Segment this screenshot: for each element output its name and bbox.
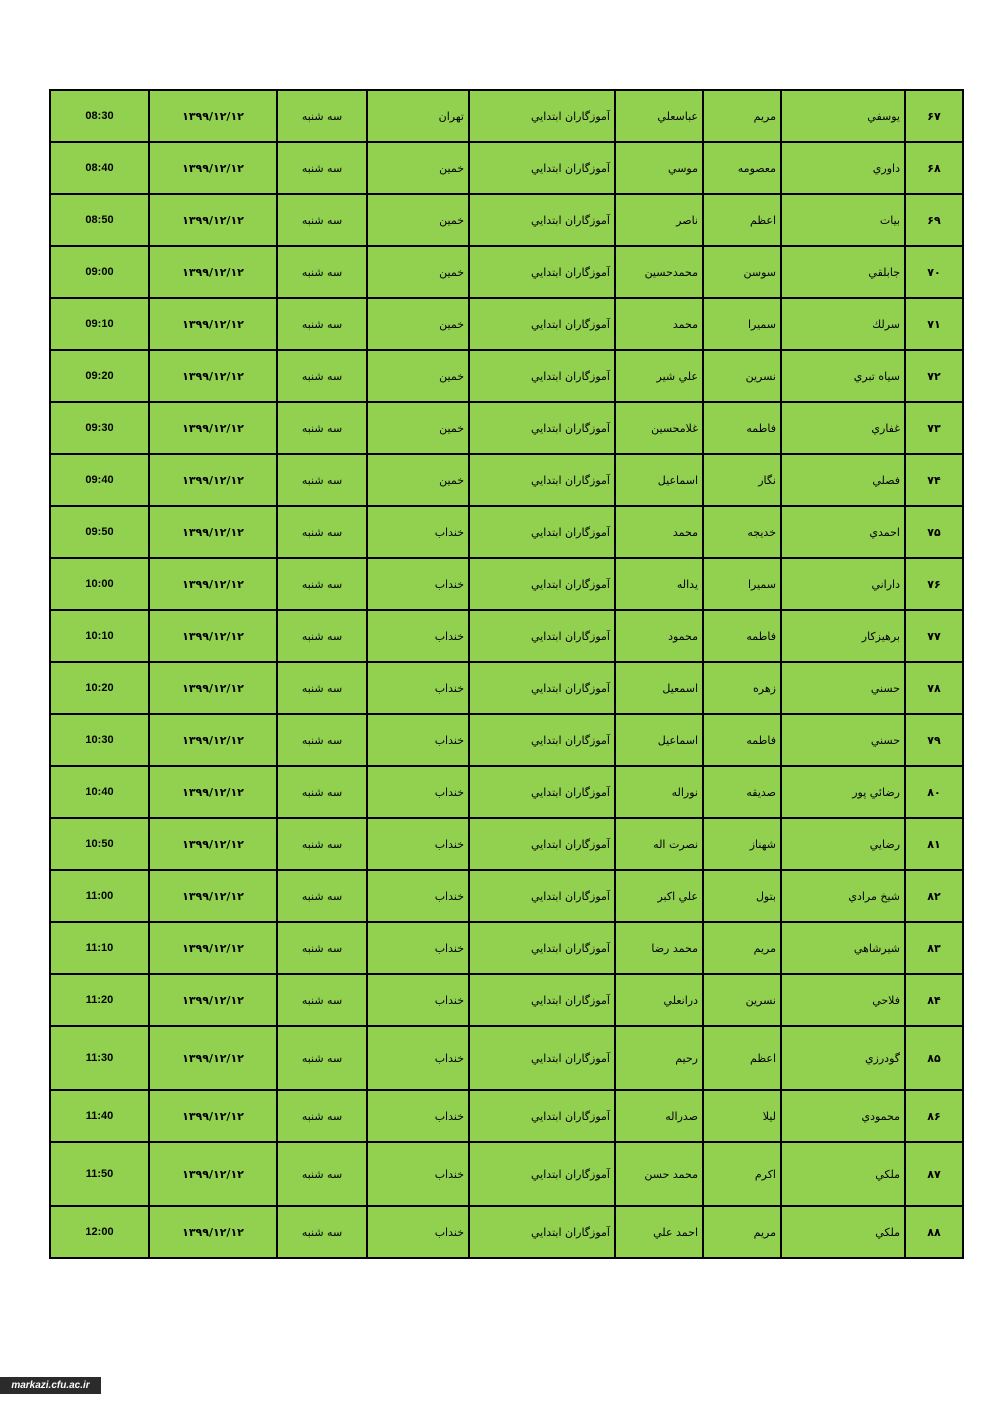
row-number-cell: ۸۲ bbox=[905, 870, 963, 922]
exam-day-cell: سه شنبه bbox=[277, 662, 367, 714]
location-cell: خمين bbox=[367, 142, 469, 194]
exam-day-cell: سه شنبه bbox=[277, 818, 367, 870]
exam-date-cell: ۱۳۹۹/۱۲/۱۲ bbox=[149, 402, 277, 454]
exam-time-cell: 09:00 bbox=[50, 246, 149, 298]
exam-day-cell: سه شنبه bbox=[277, 766, 367, 818]
table-row bbox=[50, 870, 963, 922]
exam-date-cell: ۱۳۹۹/۱۲/۱۲ bbox=[149, 558, 277, 610]
table-row bbox=[50, 974, 963, 1026]
location-cell: خمين bbox=[367, 246, 469, 298]
first-name-cell: سميرا bbox=[703, 558, 781, 610]
first-name-cell: ليلا bbox=[703, 1090, 781, 1142]
field-of-study-cell: آموزگاران ابتدايي bbox=[469, 246, 615, 298]
father-name-cell: اسماعيل bbox=[615, 454, 703, 506]
row-number-cell: ۸۶ bbox=[905, 1090, 963, 1142]
exam-date-cell: ۱۳۹۹/۱۲/۱۲ bbox=[149, 610, 277, 662]
last-name-cell: رضايي bbox=[781, 818, 905, 870]
row-number-cell: ۶۹ bbox=[905, 194, 963, 246]
first-name-cell: صديقه bbox=[703, 766, 781, 818]
exam-day-cell: سه شنبه bbox=[277, 402, 367, 454]
row-number-cell: ۸۷ bbox=[905, 1142, 963, 1206]
last-name-cell: حسني bbox=[781, 714, 905, 766]
exam-time-cell: 11:00 bbox=[50, 870, 149, 922]
field-of-study-cell: آموزگاران ابتدايي bbox=[469, 558, 615, 610]
exam-time-cell: 10:00 bbox=[50, 558, 149, 610]
father-name-cell: احمد علي bbox=[615, 1206, 703, 1258]
last-name-cell: بيات bbox=[781, 194, 905, 246]
father-name-cell: درانعلي bbox=[615, 974, 703, 1026]
exam-day-cell: سه شنبه bbox=[277, 506, 367, 558]
exam-day-cell: سه شنبه bbox=[277, 558, 367, 610]
table-row bbox=[50, 350, 963, 402]
exam-time-cell: 09:10 bbox=[50, 298, 149, 350]
field-of-study-cell: آموزگاران ابتدايي bbox=[469, 350, 615, 402]
table-row bbox=[50, 1026, 963, 1090]
first-name-cell: معصومه bbox=[703, 142, 781, 194]
location-cell: خنداب bbox=[367, 714, 469, 766]
field-of-study-cell: آموزگاران ابتدايي bbox=[469, 1026, 615, 1090]
first-name-cell: شهناز bbox=[703, 818, 781, 870]
row-number-cell: ۸۴ bbox=[905, 974, 963, 1026]
father-name-cell: محمد حسن bbox=[615, 1142, 703, 1206]
first-name-cell: مريم bbox=[703, 90, 781, 142]
exam-date-cell: ۱۳۹۹/۱۲/۱۲ bbox=[149, 818, 277, 870]
field-of-study-cell: آموزگاران ابتدايي bbox=[469, 662, 615, 714]
location-cell: خمين bbox=[367, 298, 469, 350]
exam-day-cell: سه شنبه bbox=[277, 974, 367, 1026]
field-of-study-cell: آموزگاران ابتدايي bbox=[469, 1142, 615, 1206]
last-name-cell: رضائي پور bbox=[781, 766, 905, 818]
field-of-study-cell: آموزگاران ابتدايي bbox=[469, 142, 615, 194]
row-number-cell: ۸۳ bbox=[905, 922, 963, 974]
table-row bbox=[50, 714, 963, 766]
first-name-cell: نسرين bbox=[703, 350, 781, 402]
exam-time-cell: 11:40 bbox=[50, 1090, 149, 1142]
exam-day-cell: سه شنبه bbox=[277, 142, 367, 194]
last-name-cell: برهيزكار bbox=[781, 610, 905, 662]
first-name-cell: فاطمه bbox=[703, 402, 781, 454]
exam-date-cell: ۱۳۹۹/۱۲/۱۲ bbox=[149, 506, 277, 558]
last-name-cell: سرلك bbox=[781, 298, 905, 350]
father-name-cell: صدراله bbox=[615, 1090, 703, 1142]
last-name-cell: جابلقي bbox=[781, 246, 905, 298]
exam-day-cell: سه شنبه bbox=[277, 610, 367, 662]
exam-date-cell: ۱۳۹۹/۱۲/۱۲ bbox=[149, 766, 277, 818]
row-number-cell: ۷۶ bbox=[905, 558, 963, 610]
last-name-cell: سياه تبري bbox=[781, 350, 905, 402]
location-cell: خمين bbox=[367, 194, 469, 246]
exam-date-cell: ۱۳۹۹/۱۲/۱۲ bbox=[149, 350, 277, 402]
location-cell: خنداب bbox=[367, 1206, 469, 1258]
last-name-cell: محمودي bbox=[781, 1090, 905, 1142]
location-cell: خنداب bbox=[367, 662, 469, 714]
field-of-study-cell: آموزگاران ابتدايي bbox=[469, 1206, 615, 1258]
table-row bbox=[50, 1142, 963, 1206]
table-row bbox=[50, 194, 963, 246]
father-name-cell: محمود bbox=[615, 610, 703, 662]
exam-date-cell: ۱۳۹۹/۱۲/۱۲ bbox=[149, 1206, 277, 1258]
first-name-cell: اعظم bbox=[703, 1026, 781, 1090]
exam-day-cell: سه شنبه bbox=[277, 1206, 367, 1258]
schedule-table bbox=[49, 89, 964, 1259]
first-name-cell: اعظم bbox=[703, 194, 781, 246]
exam-day-cell: سه شنبه bbox=[277, 194, 367, 246]
first-name-cell: فاطمه bbox=[703, 714, 781, 766]
table-row bbox=[50, 246, 963, 298]
row-number-cell: ۷۳ bbox=[905, 402, 963, 454]
first-name-cell: مريم bbox=[703, 1206, 781, 1258]
exam-time-cell: 10:40 bbox=[50, 766, 149, 818]
field-of-study-cell: آموزگاران ابتدايي bbox=[469, 454, 615, 506]
exam-day-cell: سه شنبه bbox=[277, 1026, 367, 1090]
location-cell: تهران bbox=[367, 90, 469, 142]
field-of-study-cell: آموزگاران ابتدايي bbox=[469, 870, 615, 922]
table-row bbox=[50, 142, 963, 194]
exam-day-cell: سه شنبه bbox=[277, 1142, 367, 1206]
father-name-cell: غلامحسين bbox=[615, 402, 703, 454]
exam-time-cell: 08:50 bbox=[50, 194, 149, 246]
exam-time-cell: 11:20 bbox=[50, 974, 149, 1026]
first-name-cell: مريم bbox=[703, 922, 781, 974]
exam-date-cell: ۱۳۹۹/۱۲/۱۲ bbox=[149, 1026, 277, 1090]
field-of-study-cell: آموزگاران ابتدايي bbox=[469, 506, 615, 558]
exam-date-cell: ۱۳۹۹/۱۲/۱۲ bbox=[149, 922, 277, 974]
father-name-cell: اسمعيل bbox=[615, 662, 703, 714]
father-name-cell: محمدحسين bbox=[615, 246, 703, 298]
location-cell: خنداب bbox=[367, 818, 469, 870]
father-name-cell: رحيم bbox=[615, 1026, 703, 1090]
father-name-cell: نوراله bbox=[615, 766, 703, 818]
father-name-cell: يداله bbox=[615, 558, 703, 610]
exam-date-cell: ۱۳۹۹/۱۲/۱۲ bbox=[149, 298, 277, 350]
exam-date-cell: ۱۳۹۹/۱۲/۱۲ bbox=[149, 662, 277, 714]
table-row bbox=[50, 818, 963, 870]
exam-date-cell: ۱۳۹۹/۱۲/۱۲ bbox=[149, 974, 277, 1026]
last-name-cell: يوسفي bbox=[781, 90, 905, 142]
table-row bbox=[50, 610, 963, 662]
location-cell: خنداب bbox=[367, 766, 469, 818]
row-number-cell: ۷۲ bbox=[905, 350, 963, 402]
first-name-cell: نسرين bbox=[703, 974, 781, 1026]
location-cell: خنداب bbox=[367, 870, 469, 922]
exam-time-cell: 10:30 bbox=[50, 714, 149, 766]
location-cell: خنداب bbox=[367, 974, 469, 1026]
exam-date-cell: ۱۳۹۹/۱۲/۱۲ bbox=[149, 246, 277, 298]
exam-time-cell: 08:40 bbox=[50, 142, 149, 194]
row-number-cell: ۶۷ bbox=[905, 90, 963, 142]
field-of-study-cell: آموزگاران ابتدايي bbox=[469, 194, 615, 246]
field-of-study-cell: آموزگاران ابتدايي bbox=[469, 714, 615, 766]
father-name-cell: اسماعيل bbox=[615, 714, 703, 766]
location-cell: خنداب bbox=[367, 506, 469, 558]
last-name-cell: فصلي bbox=[781, 454, 905, 506]
field-of-study-cell: آموزگاران ابتدايي bbox=[469, 922, 615, 974]
exam-time-cell: 12:00 bbox=[50, 1206, 149, 1258]
field-of-study-cell: آموزگاران ابتدايي bbox=[469, 402, 615, 454]
exam-time-cell: 11:50 bbox=[50, 1142, 149, 1206]
row-number-cell: ۷۹ bbox=[905, 714, 963, 766]
last-name-cell: گودرزي bbox=[781, 1026, 905, 1090]
exam-date-cell: ۱۳۹۹/۱۲/۱۲ bbox=[149, 1142, 277, 1206]
last-name-cell: ملكي bbox=[781, 1206, 905, 1258]
father-name-cell: موسي bbox=[615, 142, 703, 194]
exam-time-cell: 10:20 bbox=[50, 662, 149, 714]
table-row bbox=[50, 662, 963, 714]
exam-time-cell: 09:40 bbox=[50, 454, 149, 506]
exam-date-cell: ۱۳۹۹/۱۲/۱۲ bbox=[149, 454, 277, 506]
last-name-cell: احمدي bbox=[781, 506, 905, 558]
first-name-cell: سوسن bbox=[703, 246, 781, 298]
exam-date-cell: ۱۳۹۹/۱۲/۱۲ bbox=[149, 714, 277, 766]
row-number-cell: ۸۵ bbox=[905, 1026, 963, 1090]
table-row bbox=[50, 558, 963, 610]
field-of-study-cell: آموزگاران ابتدايي bbox=[469, 298, 615, 350]
exam-day-cell: سه شنبه bbox=[277, 922, 367, 974]
location-cell: خنداب bbox=[367, 1090, 469, 1142]
location-cell: خنداب bbox=[367, 1142, 469, 1206]
table-row bbox=[50, 454, 963, 506]
exam-date-cell: ۱۳۹۹/۱۲/۱۲ bbox=[149, 870, 277, 922]
father-name-cell: عباسعلي bbox=[615, 90, 703, 142]
row-number-cell: ۸۰ bbox=[905, 766, 963, 818]
row-number-cell: ۷۸ bbox=[905, 662, 963, 714]
row-number-cell: ۷۱ bbox=[905, 298, 963, 350]
field-of-study-cell: آموزگاران ابتدايي bbox=[469, 766, 615, 818]
exam-time-cell: 11:30 bbox=[50, 1026, 149, 1090]
exam-day-cell: سه شنبه bbox=[277, 714, 367, 766]
father-name-cell: محمد bbox=[615, 506, 703, 558]
father-name-cell: محمد رضا bbox=[615, 922, 703, 974]
row-number-cell: ۷۴ bbox=[905, 454, 963, 506]
exam-day-cell: سه شنبه bbox=[277, 870, 367, 922]
exam-time-cell: 09:50 bbox=[50, 506, 149, 558]
last-name-cell: داوري bbox=[781, 142, 905, 194]
last-name-cell: شيخ مرادي bbox=[781, 870, 905, 922]
location-cell: خنداب bbox=[367, 558, 469, 610]
table-row bbox=[50, 506, 963, 558]
table-row bbox=[50, 402, 963, 454]
row-number-cell: ۸۸ bbox=[905, 1206, 963, 1258]
row-number-cell: ۷۵ bbox=[905, 506, 963, 558]
row-number-cell: ۷۰ bbox=[905, 246, 963, 298]
table-row bbox=[50, 1206, 963, 1258]
first-name-cell: خديجه bbox=[703, 506, 781, 558]
exam-date-cell: ۱۳۹۹/۱۲/۱۲ bbox=[149, 90, 277, 142]
exam-time-cell: 10:10 bbox=[50, 610, 149, 662]
field-of-study-cell: آموزگاران ابتدايي bbox=[469, 90, 615, 142]
first-name-cell: زهره bbox=[703, 662, 781, 714]
exam-time-cell: 10:50 bbox=[50, 818, 149, 870]
exam-day-cell: سه شنبه bbox=[277, 90, 367, 142]
exam-time-cell: 09:30 bbox=[50, 402, 149, 454]
father-name-cell: محمد bbox=[615, 298, 703, 350]
field-of-study-cell: آموزگاران ابتدايي bbox=[469, 1090, 615, 1142]
first-name-cell: نگار bbox=[703, 454, 781, 506]
last-name-cell: داراني bbox=[781, 558, 905, 610]
father-name-cell: علي اكبر bbox=[615, 870, 703, 922]
exam-date-cell: ۱۳۹۹/۱۲/۱۲ bbox=[149, 194, 277, 246]
field-of-study-cell: آموزگاران ابتدايي bbox=[469, 610, 615, 662]
father-name-cell: ناصر bbox=[615, 194, 703, 246]
site-watermark: markazi.cfu.ac.ir bbox=[0, 1377, 101, 1394]
last-name-cell: شيرشاهي bbox=[781, 922, 905, 974]
exam-date-cell: ۱۳۹۹/۱۲/۱۲ bbox=[149, 142, 277, 194]
field-of-study-cell: آموزگاران ابتدايي bbox=[469, 818, 615, 870]
row-number-cell: ۷۷ bbox=[905, 610, 963, 662]
row-number-cell: ۶۸ bbox=[905, 142, 963, 194]
location-cell: خنداب bbox=[367, 922, 469, 974]
exam-day-cell: سه شنبه bbox=[277, 454, 367, 506]
last-name-cell: حسني bbox=[781, 662, 905, 714]
location-cell: خنداب bbox=[367, 610, 469, 662]
location-cell: خمين bbox=[367, 350, 469, 402]
exam-time-cell: 09:20 bbox=[50, 350, 149, 402]
first-name-cell: فاطمه bbox=[703, 610, 781, 662]
location-cell: خمين bbox=[367, 402, 469, 454]
table-row bbox=[50, 1090, 963, 1142]
field-of-study-cell: آموزگاران ابتدايي bbox=[469, 974, 615, 1026]
exam-day-cell: سه شنبه bbox=[277, 350, 367, 402]
last-name-cell: غفاري bbox=[781, 402, 905, 454]
first-name-cell: بتول bbox=[703, 870, 781, 922]
first-name-cell: اكرم bbox=[703, 1142, 781, 1206]
exam-date-cell: ۱۳۹۹/۱۲/۱۲ bbox=[149, 1090, 277, 1142]
exam-time-cell: 08:30 bbox=[50, 90, 149, 142]
row-number-cell: ۸۱ bbox=[905, 818, 963, 870]
first-name-cell: سميرا bbox=[703, 298, 781, 350]
exam-time-cell: 11:10 bbox=[50, 922, 149, 974]
table-row bbox=[50, 298, 963, 350]
exam-day-cell: سه شنبه bbox=[277, 298, 367, 350]
last-name-cell: ملكي bbox=[781, 1142, 905, 1206]
table-row bbox=[50, 922, 963, 974]
father-name-cell: نصرت اله bbox=[615, 818, 703, 870]
table-row bbox=[50, 90, 963, 142]
table-body bbox=[50, 90, 963, 1258]
location-cell: خنداب bbox=[367, 1026, 469, 1090]
last-name-cell: فلاحي bbox=[781, 974, 905, 1026]
table-row bbox=[50, 766, 963, 818]
father-name-cell: علي شير bbox=[615, 350, 703, 402]
exam-day-cell: سه شنبه bbox=[277, 246, 367, 298]
location-cell: خمين bbox=[367, 454, 469, 506]
exam-day-cell: سه شنبه bbox=[277, 1090, 367, 1142]
